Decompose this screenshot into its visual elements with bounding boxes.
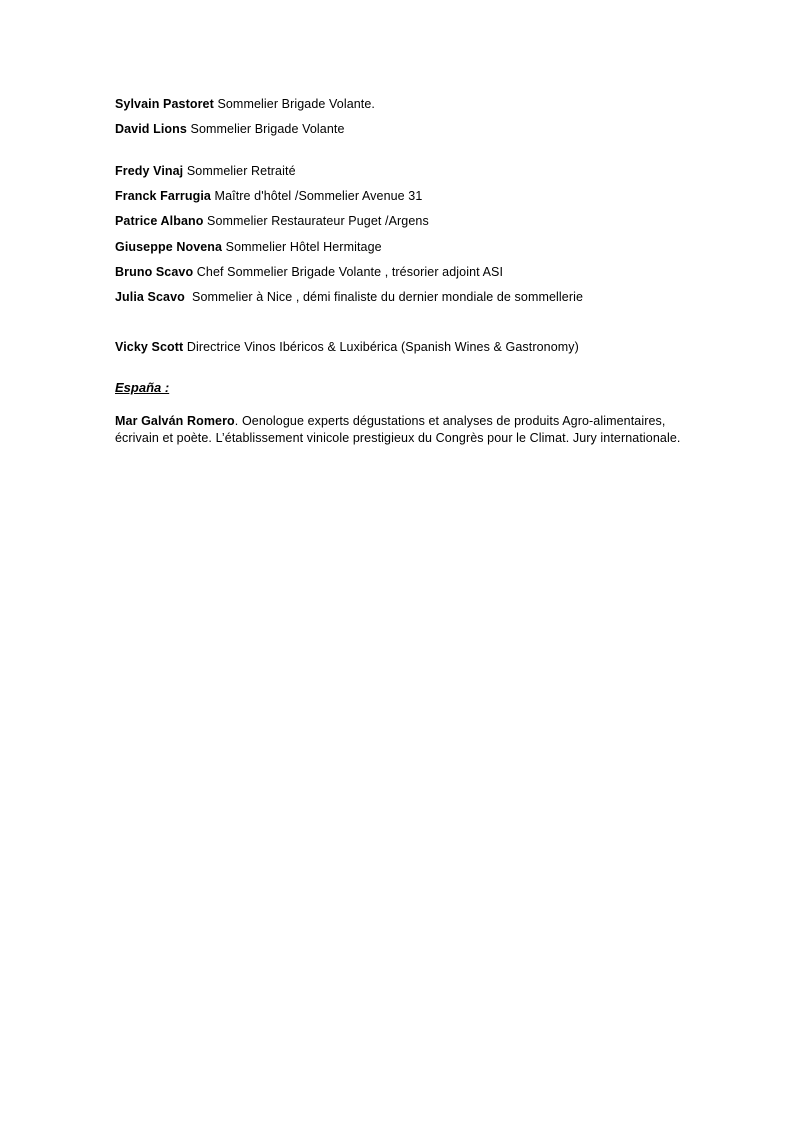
entry-description: Sommelier à Nice , démi finaliste du dernier mondiale de sommellerie xyxy=(184,290,584,304)
entry-name: Bruno Scavo xyxy=(115,265,194,279)
entry-julia-scavo xyxy=(115,289,715,305)
entry-name: Patrice Albano xyxy=(115,214,204,228)
paragraph-description: . Oenologue experts dégustations et analyses de produits Agro-alimentaires, écrivain et poète. L’établissement vinicole prestigieux du Congrès pour le Climat. Jury internationale. xyxy=(115,414,681,445)
entry-name: Fredy Vinaj xyxy=(115,164,184,178)
section-paragraph-mar-galvan-romero xyxy=(115,413,690,447)
entry-description: Sommelier Brigade Volante. xyxy=(213,97,375,111)
entry-description: Chef Sommelier Brigade Volante , trésorier adjoint ASI xyxy=(193,265,504,279)
entry-description: Sommelier Retraité xyxy=(183,164,296,178)
entry-fredy-vinaj xyxy=(115,163,715,179)
entry-patrice-albano xyxy=(115,213,715,229)
entry-vicky-scott xyxy=(115,339,715,355)
paragraph-name: Mar Galván Romero xyxy=(115,414,235,428)
entry-description: Sommelier Restaurateur Puget /Argens xyxy=(203,214,429,228)
entry-giuseppe-novena xyxy=(115,239,715,255)
entry-name: Vicky Scott xyxy=(115,340,184,354)
section-heading-espana: España : xyxy=(115,380,170,395)
entry-description: Sommelier Hôtel Hermitage xyxy=(222,240,382,254)
entry-david-lions xyxy=(115,121,715,137)
entry-name: David Lions xyxy=(115,122,187,136)
entry-description: Sommelier Brigade Volante xyxy=(186,122,345,136)
entry-name: Franck Farrugia xyxy=(115,189,211,203)
entry-sylvain-pastoret xyxy=(115,96,715,112)
entry-name: Julia Scavo xyxy=(115,290,185,304)
entry-name: Sylvain Pastoret xyxy=(115,97,214,111)
entry-description: Maître d'hôtel /Sommelier Avenue 31 xyxy=(210,189,423,203)
entry-franck-farrugia xyxy=(115,188,715,204)
entry-name: Giuseppe Novena xyxy=(115,240,223,254)
entry-description: Directrice Vinos Ibéricos & Luxibérica (Spanish Wines & Gastronomy) xyxy=(183,340,579,354)
entry-bruno-scavo xyxy=(115,264,715,280)
